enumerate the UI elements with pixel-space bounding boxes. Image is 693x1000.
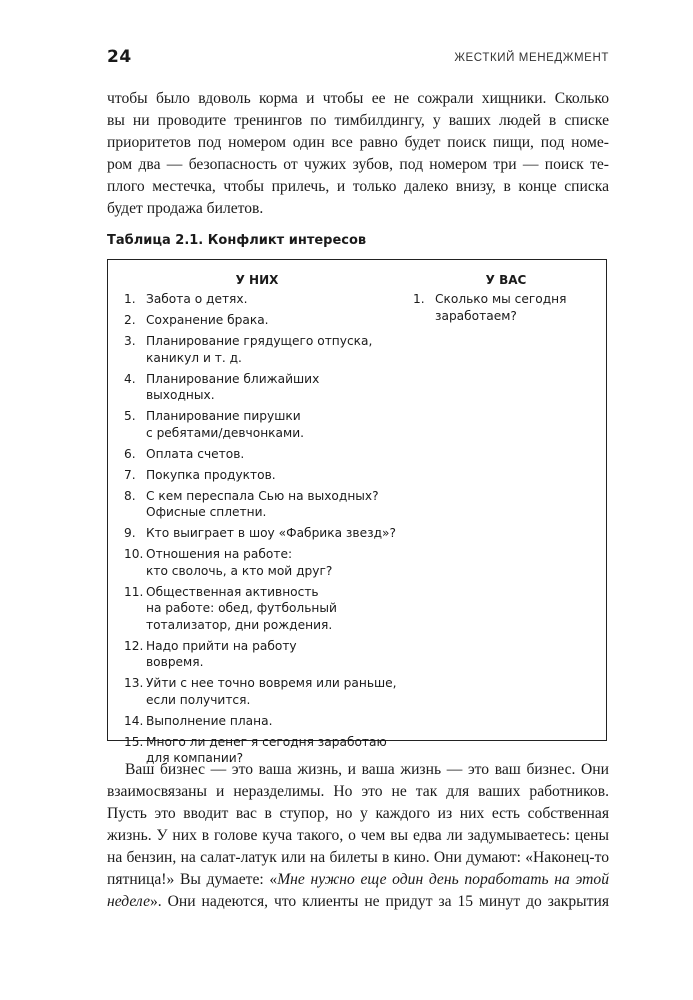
item-text-line: Сколько мы сегодня	[435, 292, 567, 306]
text-run: пятница!» Вы думаете: «	[107, 871, 278, 888]
list-item	[124, 638, 404, 671]
item-number: 8.	[124, 488, 136, 503]
running-title: ЖЕСТКИЙ МЕНЕДЖМЕНТ	[454, 52, 609, 64]
list-item	[124, 546, 404, 579]
italic-text: Мне нужно еще один день поработать на этой	[277, 871, 609, 888]
list-item	[124, 488, 404, 521]
item-text-line: Отношения на работе:	[146, 547, 293, 561]
item-number: 12.	[124, 638, 144, 653]
item-number: 3.	[124, 334, 136, 348]
item-text	[146, 638, 404, 671]
item-number: 2.	[124, 313, 136, 327]
text-line	[107, 869, 609, 891]
item-number: 1.	[413, 292, 425, 306]
item-text	[146, 713, 404, 730]
list-item	[124, 713, 404, 730]
list-item	[124, 333, 404, 366]
item-number: 1.	[124, 292, 136, 306]
text-line: приоритетов под номером один все равно будет поиск пищи, под номе-	[107, 134, 609, 151]
item-text	[146, 446, 404, 463]
text-line: Ваш бизнес — это ваша жизнь, и ваша жизнь — это ваш бизнес. Они	[125, 761, 609, 778]
item-text-line: кто сволочь, а кто мой друг?	[146, 563, 333, 578]
item-text	[146, 488, 404, 521]
item-text-line: Покупка продуктов.	[146, 467, 276, 482]
item-number: 11.	[124, 584, 144, 599]
item-text-line: Планирование грядущего отпуска,	[146, 334, 373, 348]
item-number: 14.	[124, 713, 144, 728]
item-text-line: заработаем?	[435, 308, 517, 323]
item-text	[146, 371, 404, 404]
item-text	[146, 584, 404, 634]
table-caption: Таблица 2.1. Конфликт интересов	[107, 233, 367, 248]
list-item	[124, 371, 404, 404]
column-header-you: У ВАС	[485, 273, 527, 287]
italic-text: неделе	[107, 893, 150, 910]
item-text-line: Выполнение плана.	[146, 713, 273, 728]
item-text-line: Много ли денег я сегодня заработаю	[146, 734, 387, 749]
text-line: ром два — безопасность от чужих зубов, под номером три — поиск те-	[107, 156, 609, 173]
item-text-line: если получится.	[146, 692, 251, 707]
list-item	[124, 291, 404, 308]
list-item	[124, 312, 404, 329]
item-text-line: Общественная активность	[146, 584, 319, 599]
list-them	[124, 291, 404, 771]
text-line: Пусть это вводит вас в ступор, но у каждого из них есть собственная	[107, 805, 609, 822]
text-line: плого местечка, чтобы прилечь, и только далеко внизу, в конце списка	[107, 178, 609, 195]
list-item	[124, 467, 404, 484]
item-number: 13.	[124, 676, 144, 690]
item-number: 5.	[124, 409, 136, 423]
item-text	[146, 333, 404, 366]
item-text-line: вовремя.	[146, 655, 204, 669]
text-line: вы ни проводите тренингов по тимбилдингу, у ваших людей в списке	[107, 112, 609, 129]
item-number: 4.	[124, 371, 136, 386]
item-text-line: тотализатор, дни рождения.	[146, 617, 333, 632]
item-number: 7.	[124, 467, 136, 482]
item-text-line: на работе: обед, футбольный	[146, 601, 337, 615]
item-text-line: Планирование пирушки	[146, 409, 301, 423]
list-item	[124, 525, 404, 542]
item-text	[146, 408, 404, 441]
list-item	[413, 291, 593, 324]
item-text-line: С кем переспала Сью на выходных?	[146, 488, 379, 503]
item-text-line: Оплата счетов.	[146, 446, 245, 461]
text-line	[107, 891, 609, 913]
column-header-them: У НИХ	[235, 273, 279, 287]
text-line: взаимосвязаны и неразделимы. Но это не так для ваших работников.	[107, 783, 609, 800]
item-text	[146, 312, 404, 329]
item-text-line: выходных.	[146, 388, 215, 402]
item-text-line: Уйти с нее точно вовремя или раньше,	[146, 676, 397, 690]
text-run: ». Они надеются, что клиенты не придут за 15 минут до закрытия	[150, 893, 609, 910]
item-text-line: Офисные сплетни.	[146, 505, 267, 519]
item-text	[146, 546, 404, 579]
item-text-line: Надо прийти на работу	[146, 638, 297, 653]
item-number: 10.	[124, 547, 144, 561]
item-text-line: для компании?	[146, 751, 244, 765]
item-text	[146, 525, 404, 542]
list-item	[124, 446, 404, 463]
list-you	[413, 291, 593, 329]
text-line: жизнь. У них в голове куча такого, о чем вы едва ли задумываетесь: цены	[107, 827, 609, 844]
item-number: 9.	[124, 526, 136, 540]
item-text	[146, 675, 404, 708]
list-item	[124, 584, 404, 634]
item-text-line: Сохранение брака.	[146, 313, 269, 327]
item-number: 6.	[124, 446, 136, 461]
text-line: на бензин, на салат-латук или на билеты в кино. Они думают: «Наконец-то	[107, 849, 609, 866]
paragraph-top	[107, 88, 609, 220]
list-item	[124, 675, 404, 708]
list-item	[124, 408, 404, 441]
text-line: чтобы было вдоволь корма и чтобы ее не сожрали хищники. Сколько	[107, 90, 609, 107]
item-text	[435, 291, 593, 324]
item-text-line: с ребятами/девчонками.	[146, 425, 304, 440]
text-line: будет продажа билетов.	[107, 200, 264, 217]
paragraph-bottom	[107, 759, 609, 913]
item-text-line: каникул и т. д.	[146, 350, 242, 365]
page-number: 24	[107, 47, 132, 67]
item-number: 15.	[124, 734, 144, 749]
item-text-line: Забота о детях.	[146, 292, 248, 306]
item-text	[146, 291, 404, 308]
item-text-line: Кто выиграет в шоу «Фабрика звезд»?	[146, 526, 396, 540]
item-text	[146, 467, 404, 484]
conflict-table	[107, 259, 607, 765]
item-text-line: Планирование ближайших	[146, 371, 320, 386]
